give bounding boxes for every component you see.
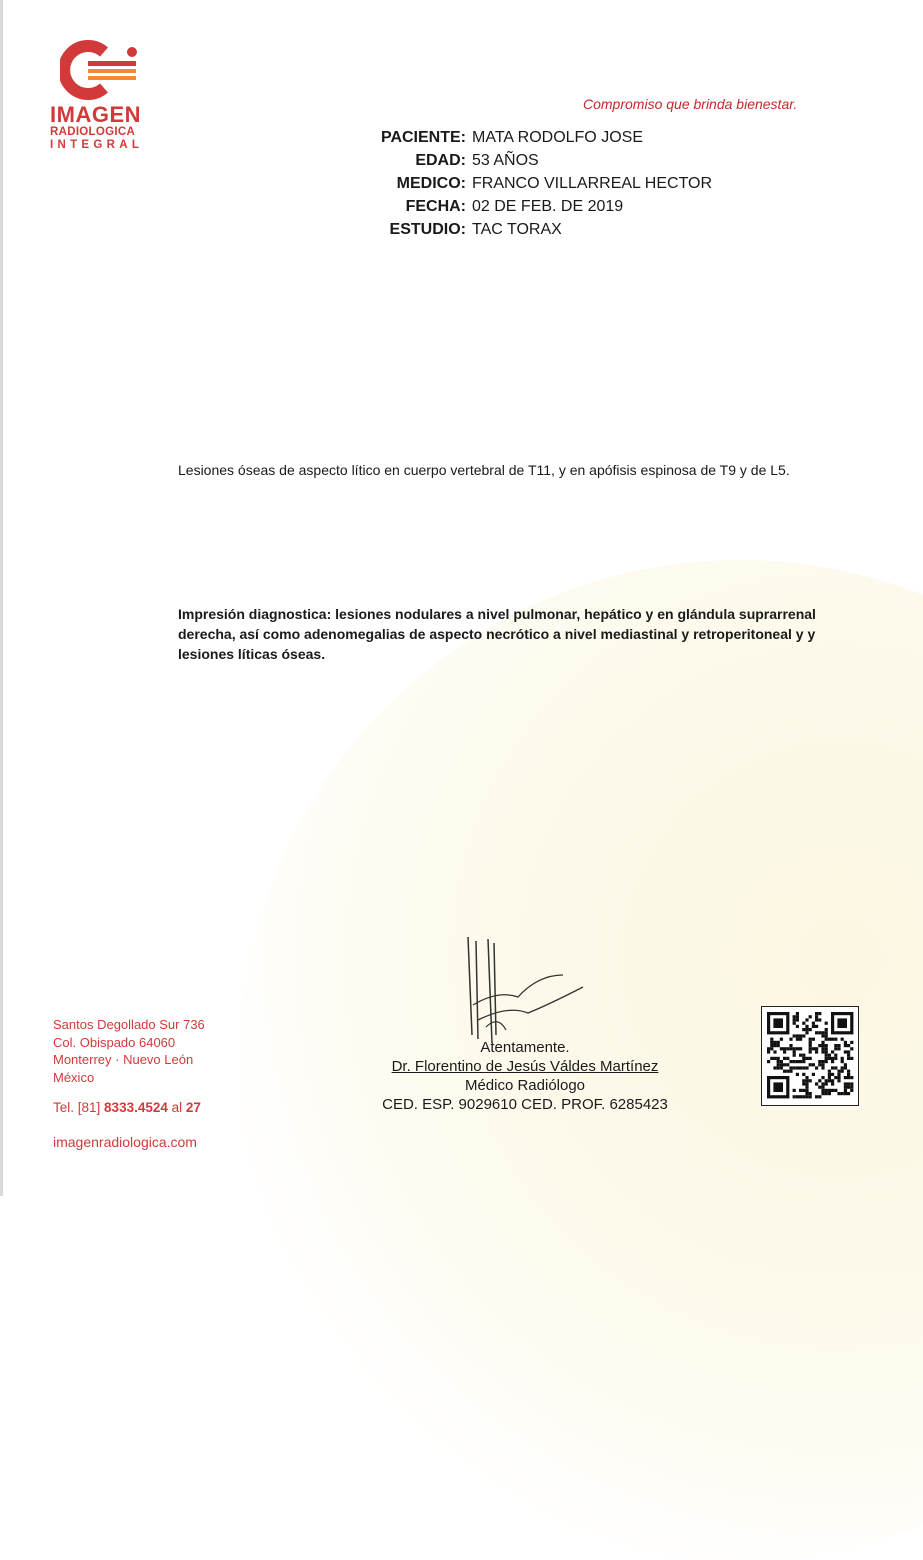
- website: imagenradiologica.com: [53, 1134, 197, 1150]
- doctor-credentials: CED. ESP. 9029610 CED. PROF. 6285423: [382, 1096, 668, 1113]
- phone: [53, 1100, 201, 1115]
- findings-text: Lesiones óseas de aspecto lítico en cuerpo vertebral de T11, y en apófisis espinosa de T9 y de L5.: [178, 462, 790, 478]
- closing-text: Atentamente.: [480, 1039, 570, 1056]
- phone-number: 8333.4524: [104, 1100, 168, 1115]
- qr-code-icon: [761, 1006, 859, 1106]
- address-line: Santos Degollado Sur 736: [53, 1017, 205, 1032]
- study-label: ESTUDIO:: [389, 221, 466, 238]
- logo-line-radiologica: RADIOLOGICA: [50, 126, 136, 138]
- date-label: FECHA:: [405, 198, 466, 215]
- doctor-label: MEDICO:: [396, 175, 466, 192]
- page-edge: [0, 0, 3, 1196]
- imagen-logo-icon: [60, 40, 140, 100]
- diagnostic-impression: Impresión diagnostica: lesiones nodulares a nivel pulmonar, hepático y en glándula suprarrenal derecha, así como adenomegalias de aspecto necrótico a nivel mediastinal y retroperitoneal y y lesiones líticas óseas.: [178, 606, 816, 662]
- company-logo: [50, 40, 160, 152]
- phone-ext: 27: [185, 1100, 201, 1115]
- signature-block: [340, 1038, 710, 1114]
- age-value: 53 AÑOS: [472, 152, 539, 169]
- logo-line-integral: INTEGRAL: [50, 139, 144, 151]
- doctor-value: FRANCO VILLARREAL HECTOR: [472, 175, 713, 192]
- doctor-title: Médico Radiólogo: [464, 1077, 586, 1094]
- address: [53, 1016, 205, 1086]
- patient-info: [300, 128, 800, 240]
- address-line: Monterrey · Nuevo León: [53, 1052, 194, 1067]
- phone-prefix: Tel. [81]: [53, 1100, 101, 1115]
- tagline: Compromiso que brinda bienestar.: [583, 96, 798, 112]
- date-value: 02 DE FEB. DE 2019: [472, 198, 624, 215]
- doctor-name: Dr. Florentino de Jesús Váldes Martínez: [391, 1058, 659, 1075]
- phone-ext-label: al: [171, 1100, 183, 1115]
- study-value: TAC TORAX: [472, 221, 562, 238]
- address-line: México: [53, 1069, 95, 1085]
- age-label: EDAD:: [415, 152, 466, 169]
- patient-value: MATA RODOLFO JOSE: [472, 129, 643, 146]
- address-line: Col. Obispado 64060: [53, 1034, 176, 1050]
- handwritten-signature: [458, 935, 598, 1045]
- patient-label: PACIENTE:: [380, 129, 466, 146]
- logo-line-imagen: IMAGEN: [50, 102, 141, 127]
